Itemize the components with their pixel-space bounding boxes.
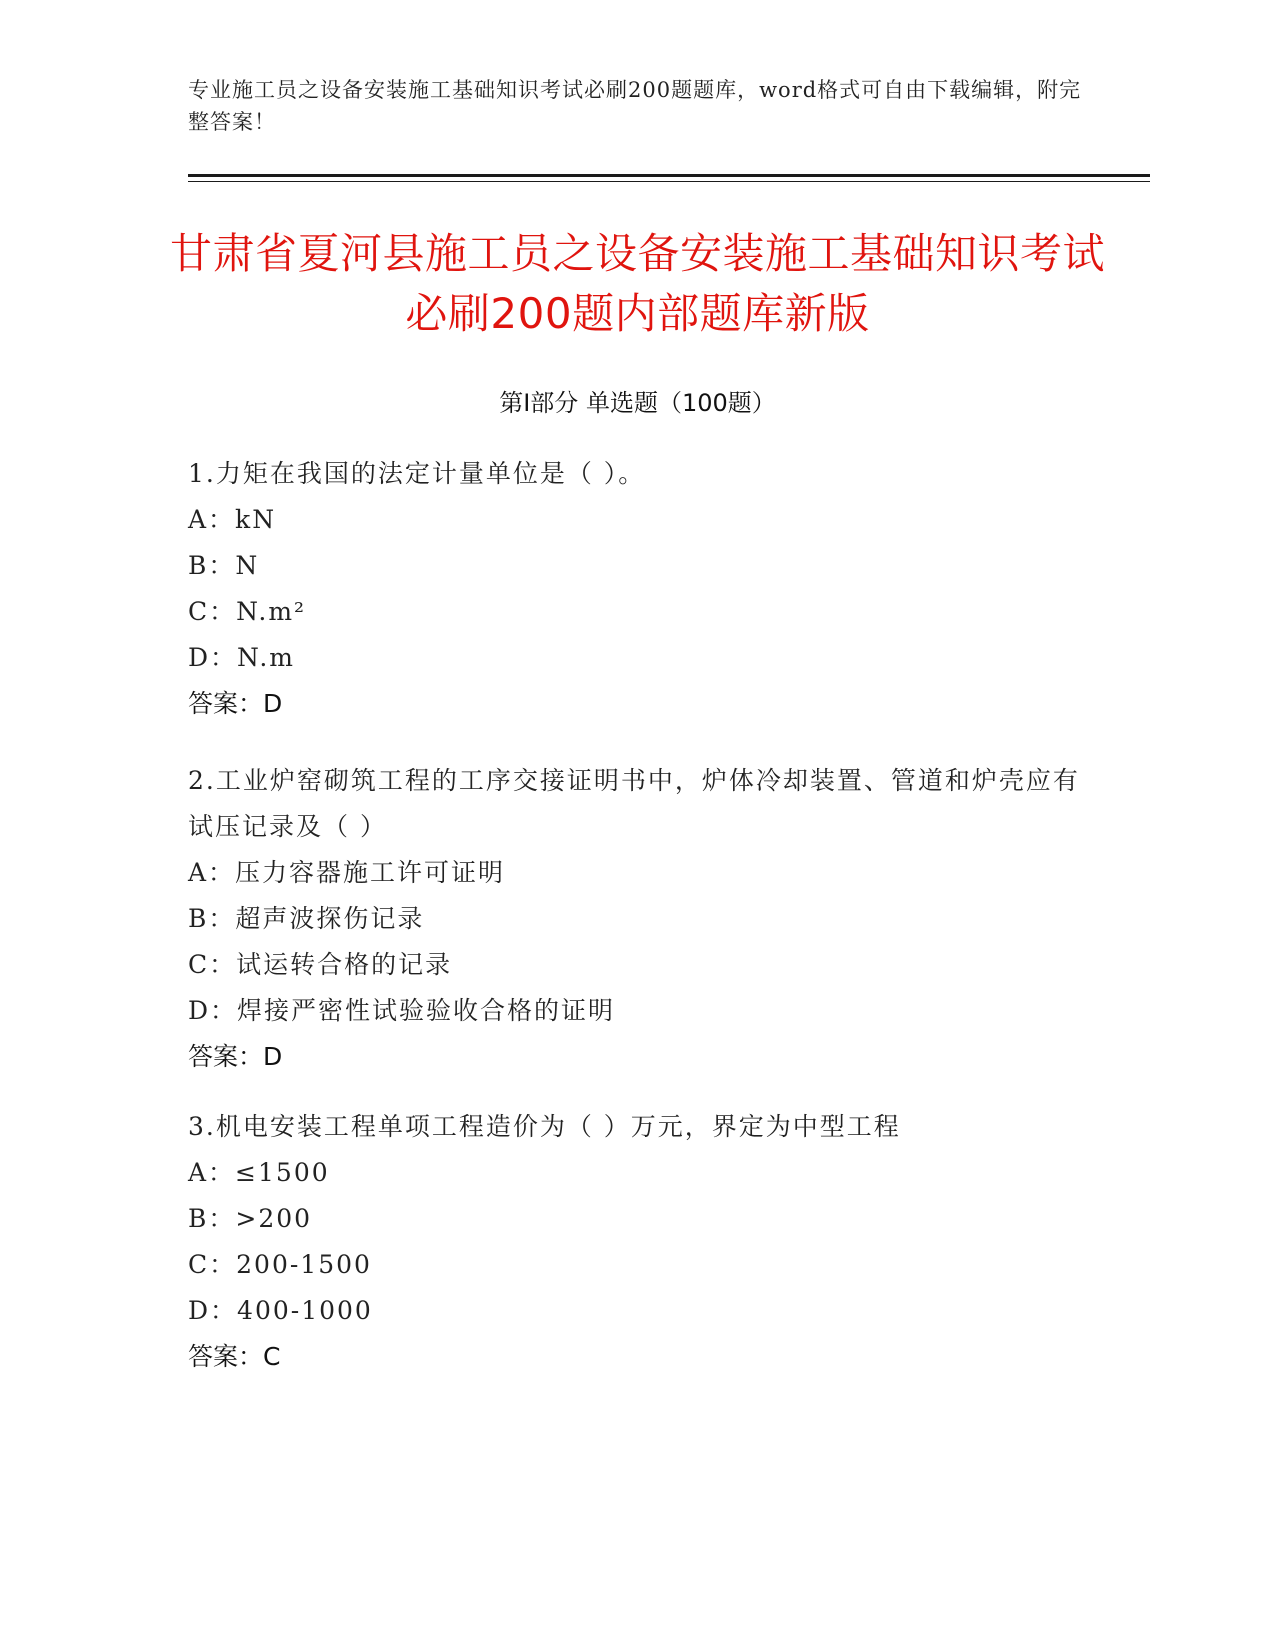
option-a: A：压力容器施工许可证明 <box>188 858 506 887</box>
question-2 <box>188 758 1088 1080</box>
option-a: A：≤1500 <box>188 1158 330 1187</box>
question-stem: 2.工业炉窑砌筑工程的工序交接证明书中，炉体冷却装置、管道和炉壳应有试压记录及（ ） <box>188 766 1080 841</box>
question-1 <box>188 451 1088 727</box>
question-3 <box>188 1104 1088 1380</box>
question-stem: 1.力矩在我国的法定计量单位是（ ）。 <box>188 459 646 488</box>
answer-line: 答案：D <box>188 689 283 718</box>
section-heading: 第Ⅰ部分 单选题（100题） <box>499 389 776 417</box>
header-note: 专业施工员之设备安装施工基础知识考试必刷200题题库，word格式可自由下载编辑，附完整答案！ <box>188 78 1082 134</box>
option-b: B：N <box>188 551 260 580</box>
option-d: D：400-1000 <box>188 1296 373 1325</box>
answer-line: 答案：D <box>188 1042 283 1071</box>
option-b: B：>200 <box>188 1204 313 1233</box>
option-a: A：kN <box>188 505 277 534</box>
option-c: C：试运转合格的记录 <box>188 950 453 979</box>
header-divider-thick <box>188 174 1150 177</box>
option-d: D：焊接严密性试验验收合格的证明 <box>188 996 616 1025</box>
option-c: C：N.m² <box>188 597 307 626</box>
answer-line: 答案：C <box>188 1342 281 1371</box>
option-b: B：超声波探伤记录 <box>188 904 425 933</box>
header-divider-thin <box>188 181 1150 182</box>
option-d: D：N.m <box>188 643 295 672</box>
question-stem: 3.机电安装工程单项工程造价为（ ）万元，界定为中型工程 <box>188 1112 901 1141</box>
option-c: C：200-1500 <box>188 1250 372 1279</box>
document-title: 甘肃省夏河县施工员之设备安装施工基础知识考试必刷200题内部题库新版 <box>169 229 1105 338</box>
